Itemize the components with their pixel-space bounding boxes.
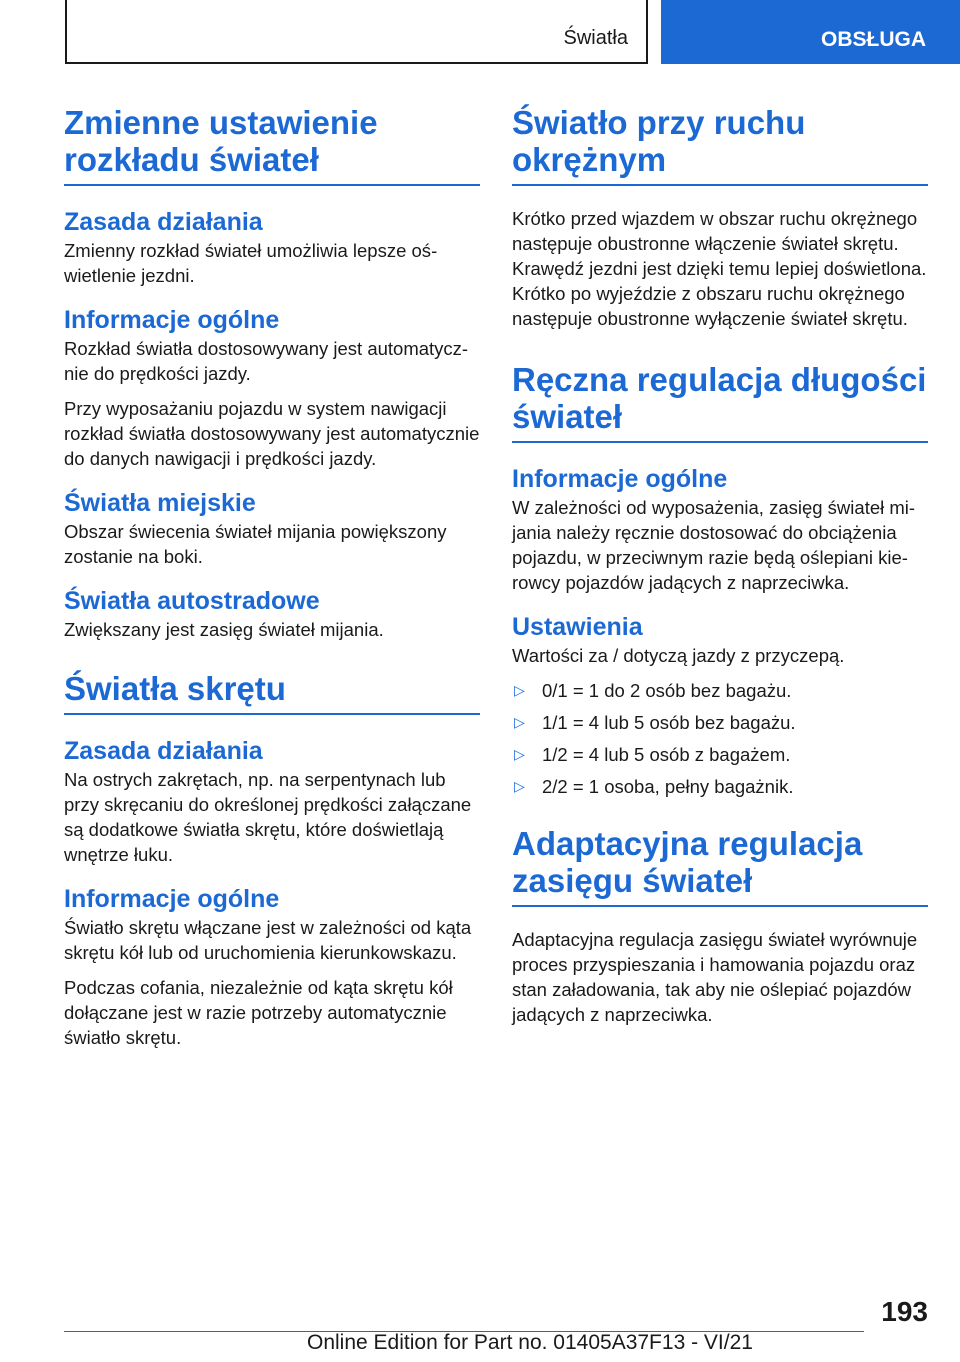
paragraph-city-lights: Obszar świecenia świateł mijania powiększony zostanie na boki. (64, 521, 447, 567)
right-column (512, 104, 928, 1037)
subheading-manual-general: Informacje ogólne (512, 465, 728, 493)
section-cornering-principle (64, 735, 480, 867)
subheading-general-info: Informacje ogólne (64, 306, 280, 334)
footer-edition-text: Online Edition for Part no. 01405A37F13 - VI/21 (307, 1331, 753, 1354)
header-chapter-tab (661, 0, 960, 64)
list-item-text: 0/1 = 1 do 2 osób bez bagażu. (542, 680, 792, 701)
subheading-motorway-lights: Światła autostradowe (64, 587, 320, 615)
triangle-bullet-icon: ▷ (514, 714, 525, 730)
subheading-principle: Zasada działania (64, 208, 263, 236)
subheading-city-lights: Światła miejskie (64, 489, 256, 517)
section-principle (64, 206, 480, 288)
subheading-settings: Ustawienia (512, 613, 643, 641)
list-item (512, 742, 928, 767)
section-general-info (64, 304, 480, 471)
section-cornering-general (64, 883, 480, 1050)
heading-cornering-lights: Światła skrętu (64, 670, 480, 715)
heading-adaptive-headlight-range: Adaptacyjna regulacja zasięgu świateł (512, 825, 928, 907)
paragraph-cornering-principle: Na ostrych zakrętach, np. na serpentynach lub przy skręcaniu do określonej prędkości załączane są dodatkowe światła skrętu, które doświetlają wnętrze łuku. (64, 769, 472, 865)
paragraph-manual-general: W zależności od wyposażenia, zasięg świateł mijania należy ręcznie dostosować do obciążenia pojazdu, w przeciwnym razie będą oślepiani kierowcy pojazdów jadących z naprzeciwka. (512, 497, 916, 593)
paragraph-adaptive-headlight-range: Adaptacyjna regulacja zasięgu świateł wyrównuje proces przyspieszania i hamowania pojazdu oraz stan załadowania, tak aby nie oślepiać pojazdów jadących z naprzeciwka. (512, 929, 918, 1025)
header-section-box (65, 0, 648, 64)
paragraph-general-info-2: Przy wyposażaniu pojazdu w system nawigacji rozkład światła dostosowywany jest automatycznie do danych nawigacji i prędkości jazdy. (64, 398, 480, 469)
settings-list (512, 678, 928, 799)
section-settings (512, 611, 928, 799)
heading-roundabout-light: Światło przy ruchu okrężnym (512, 104, 928, 186)
paragraph-principle: Zmienny rozkład świateł umożliwia lepsze oświetlenie jezdni. (64, 240, 438, 286)
subheading-cornering-general: Informacje ogólne (64, 885, 280, 913)
paragraph-cornering-general-1: Światło skrętu włączane jest w zależności od kąta skrętu kół lub od uruchomienia kierunkowskazu. (64, 917, 472, 963)
heading-variable-light-distribution: Zmienne ustawienie rozkładu świateł (64, 104, 480, 186)
list-item (512, 678, 928, 703)
triangle-bullet-icon: ▷ (514, 746, 525, 762)
paragraph-cornering-general-2: Podczas cofania, niezależnie od kąta skrętu kół dołączane jest w razie potrzeby automatycznie światło skrętu. (64, 977, 453, 1048)
section-manual-general (512, 463, 928, 595)
left-column (64, 104, 480, 1066)
list-item-text: 1/1 = 4 lub 5 osób bez bagażu. (542, 712, 796, 733)
paragraph-roundabout: Krótko przed wjazdem w obszar ruchu okrężnego następuje obustronne włączenie świateł skrętu. Krawędź jezdni jest dzięki temu lepiej doświetlona. Krótko po wyjeździe z obszaru ruchu okrężnego następuje obustronne wyłączenie świateł skrętu. (512, 208, 927, 329)
paragraph-settings: Wartości za / dotyczą jazdy z przyczepą. (512, 645, 845, 666)
header-section-title: Światła (563, 27, 628, 49)
heading-manual-headlight-range: Ręczna regulacja długości świateł (512, 361, 928, 443)
list-item-text: 1/2 = 4 lub 5 osób z bagażem. (542, 744, 791, 765)
triangle-bullet-icon: ▷ (514, 682, 525, 698)
list-item (512, 710, 928, 735)
paragraph-general-info-1: Rozkład światła dostosowywany jest automatycznie do prędkości jazdy. (64, 338, 469, 384)
page-number: 193 (881, 1296, 928, 1327)
list-item (512, 774, 928, 799)
section-city-lights (64, 487, 480, 569)
section-motorway-lights (64, 585, 480, 642)
triangle-bullet-icon: ▷ (514, 778, 525, 794)
header-chapter-label: OBSŁUGA (821, 28, 926, 51)
list-item-text: 2/2 = 1 osoba, pełny bagażnik. (542, 776, 794, 797)
paragraph-motorway-lights: Zwiększany jest zasięg świateł mijania. (64, 619, 384, 640)
subheading-cornering-principle: Zasada działania (64, 737, 263, 765)
